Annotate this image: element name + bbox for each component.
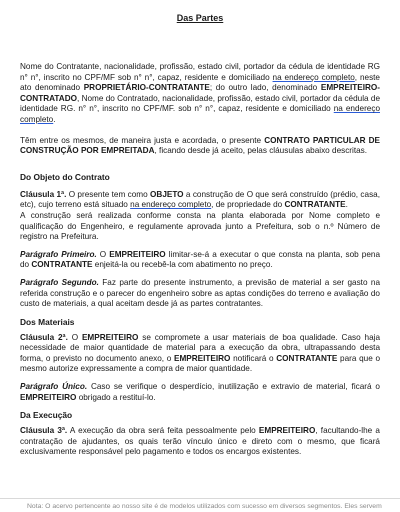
intro-text-3: ; do outro lado, denominado	[209, 83, 321, 93]
clause-2	[20, 333, 380, 375]
document-title: Das Partes	[176, 13, 224, 23]
footnote-label: Nota:	[27, 503, 44, 510]
section-heading-objeto: Do Objeto do Contrato	[20, 171, 110, 182]
paragraph-second-label: Parágrafo Segundo.	[20, 277, 99, 287]
intro-text-1: Nome do Contratante, nacionalidade, profissão, estado civil, portador da cédula de identidade RG n° n°, inscrito no CPF/MF sob n° n°, capaz, residente e domiciliado	[20, 62, 380, 82]
contractor-term: EMPREITEIRO-CONTRATADO	[20, 83, 380, 103]
clause-3-text-1: A execução da obra será feita pessoalmente pelo	[67, 426, 259, 436]
parties-paragraph	[20, 62, 380, 126]
pu-contractor-term: EMPREITEIRO	[20, 392, 77, 402]
pu-text-1: Caso se verifique o desperdício, inutilização e extravio de material, ficará o	[87, 382, 380, 392]
contractor-owner-term: CONTRATANTE	[284, 200, 346, 210]
clause-1-text-3: , de propriedade do	[211, 200, 285, 210]
footer-divider	[0, 498, 400, 499]
intro-text-5: .	[53, 114, 56, 124]
contract-agreement-paragraph	[20, 136, 380, 157]
paragraph-first	[20, 250, 380, 271]
clause-2-text-2: se compromete a usar materiais de boa qualidade. Caso haja necessidade de maior quantidade de material para a execução da obra, ultrapassando desta forma, o previsto no documento anexo, o	[20, 332, 380, 363]
contract-text-2: , ficando desde já aceito, pelas cláusulas abaixo descritas.	[154, 146, 368, 156]
clause-1	[20, 190, 380, 211]
clause-3-text-2: , facultando-lhe a contratação de ajudantes, os quais terão vínculo único e direto com o mesmo, que ficará exclusivamente responsável pelo pagamento e todos os encargos existentes.	[20, 426, 380, 457]
pp1-text-1: O	[96, 249, 110, 259]
c3-contractor-term: EMPREITEIRO	[258, 426, 316, 436]
paragraph-unique-label: Parágrafo Único.	[20, 382, 88, 392]
c2-contractor-term-1: EMPREITEIRO	[81, 332, 139, 342]
clause-1-label: Cláusula 1ª.	[20, 189, 67, 199]
pp2-text-1: Faz parte do presente instrumento, a previsão de material a ser gasto na referida construção e o parecer do engenheiro sobre as aptas condições do terreno e avaliação do custo de materiais, a qual aceitam desde já as partes contratantes.	[20, 277, 380, 309]
footnote-text: O acervo pertencente ao nosso site é de modelos utilizados com sucesso em diversos segmentos. Eles servem	[43, 503, 382, 510]
contract-text-1: Têm entre os mesmos, de maneira justa e acordada, o presente	[20, 135, 265, 145]
contract-name: CONTRATO PARTICULAR DE CONSTRUÇÃO POR EMPREITADA	[20, 135, 380, 156]
clause-2-label: Cláusula 2ª.	[20, 332, 68, 342]
pp1-contractor-term: EMPREITEIRO	[109, 249, 166, 259]
pp1-text-2: limitar-se-á a executar o que consta na planta, sob pena do	[20, 249, 380, 270]
clause-1-text-2: a construção de O que será construído (prédio, casa, etc), cujo terreno está situado	[20, 189, 380, 210]
clause-3	[20, 426, 380, 458]
intro-text-2: , neste ato denominado	[20, 72, 380, 93]
clause-1-text-1: O presente tem como	[66, 189, 151, 199]
object-term: OBJETO	[150, 189, 184, 199]
owner-contractor-term: PROPRIETÁRIO-CONTRATANTE	[83, 83, 210, 93]
c2-owner-term: CONTRATANTE	[276, 353, 338, 363]
footnote	[27, 502, 400, 511]
clause-3-label: Cláusula 3ª.	[20, 426, 68, 436]
pu-text-2: obrigado a restituí-lo.	[76, 392, 156, 402]
construction-paragraph: A construção será realizada conforme consta na planta elaborada por Nome completo e qualificação do Engenheiro, e regulamente aprovada junto a Prefeitura, sob o n.º Número de registro na Prefeitura.	[20, 210, 380, 242]
section-heading-materiais: Dos Materiais	[20, 316, 75, 327]
contracted-address: na endereço completo	[20, 104, 380, 124]
paragraph-unique	[20, 382, 380, 403]
paragraph-second	[20, 278, 380, 310]
pp1-owner-term: CONTRATANTE	[31, 260, 93, 270]
contractor-address: na endereço completo	[272, 72, 355, 82]
c2-contractor-term-2: EMPREITEIRO	[173, 353, 231, 363]
clause-2-text-4: para que o mesmo autorize expressamente a compra de maior quantidade.	[20, 353, 380, 374]
clause-2-text-3: notificará o	[230, 353, 277, 363]
clause-1-text-4: .	[345, 200, 348, 210]
section-heading-execucao: Da Execução	[20, 410, 73, 421]
terrain-address: na endereço completo	[130, 200, 212, 210]
clause-2-text-1: O	[67, 332, 82, 342]
pp1-text-3: enjeitá-la ou recebê-la com abatimento no preço.	[92, 260, 273, 270]
document-page	[0, 12, 400, 512]
intro-text-4: , Nome do Contratado, nacionalidade, profissão, estado civil, portador da cédula de identidade RG. n° n°, inscrito no CPF/MF. sob n° n°, capaz, residente e domiciliado	[20, 93, 380, 114]
paragraph-first-label: Parágrafo Primeiro.	[20, 249, 97, 259]
